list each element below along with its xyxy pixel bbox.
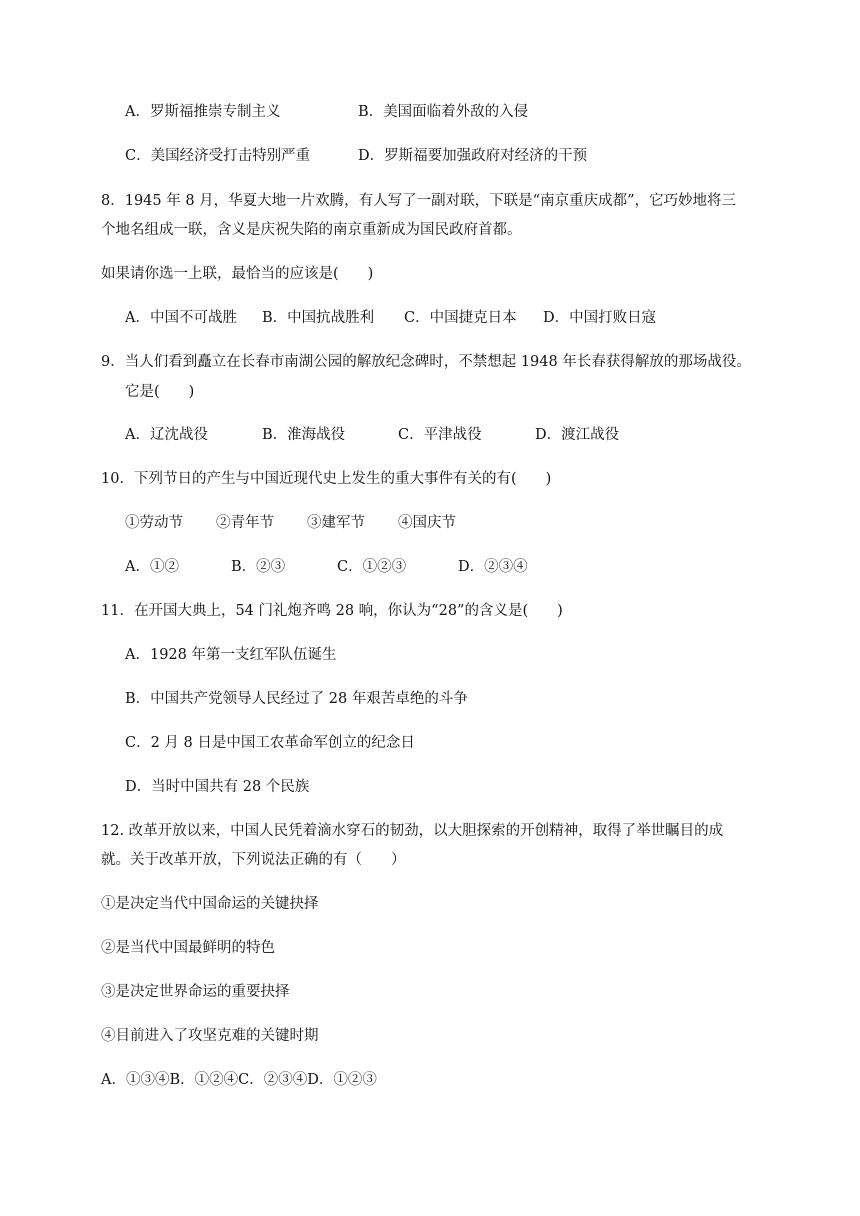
q12-options: A．①③④B．①②④C．②③④D．①②③ <box>101 1072 377 1088</box>
q12-stem-line1: 12. 改革开放以来，中国人民凭着滴水穿石的韧劲，以大胆探索的开创精神，取得了举世瞩目的成 <box>101 823 724 839</box>
q12-statement-1: ①是决定当代中国命运的关键抉择 <box>101 896 319 912</box>
q10-option-d: D．②③④ <box>458 559 528 575</box>
q9-stem-line1: 9．当人们看到矗立在长春市南湖公园的解放纪念碑时，不禁想起 1948 年长春获得解放的那场战役。 <box>101 354 751 370</box>
q11-option-a: A．1928 年第一支红军队伍诞生 <box>125 647 337 663</box>
q8-stem-line2: 个地名组成一联，含义是庆祝失陷的南京重新成为国民政府首都。 <box>101 222 522 238</box>
q8-option-b: B．中国抗战胜利 <box>262 310 375 326</box>
q12-statement-2: ②是当代中国最鲜明的特色 <box>101 940 275 956</box>
q7-option-b: B．美国面临着外敌的入侵 <box>358 104 529 120</box>
q9-stem-line2: 它是( ) <box>125 384 195 400</box>
q10-option-c: C．①②③ <box>337 559 407 575</box>
q10-option-a: A．①② <box>125 559 179 575</box>
q7-option-a: A．罗斯福推崇专制主义 <box>125 104 281 120</box>
q7-option-c: C．美国经济受打击特别严重 <box>125 148 311 164</box>
q10-item-4: ④国庆节 <box>398 515 456 531</box>
q10-item-2: ②青年节 <box>216 515 274 531</box>
q12-statement-4: ④目前进入了攻坚克难的关键时期 <box>101 1028 319 1044</box>
q8-stem-line1: 8．1945 年 8 月，华夏大地一片欢腾，有人写了一副对联，下联是“南京重庆成都”，它巧妙地将三 <box>101 193 737 209</box>
q10-stem: 10．下列节日的产生与中国近现代史上发生的重大事件有关的有( ) <box>101 471 552 487</box>
q7-option-d: D．罗斯福要加强政府对经济的干预 <box>358 148 588 164</box>
q9-option-a: A．辽沈战役 <box>125 427 208 443</box>
q11-stem: 11．在开国大典上，54 门礼炮齐鸣 28 响，你认为“28”的含义是( ) <box>101 603 563 619</box>
q8-option-d: D．中国打败日寇 <box>543 310 657 326</box>
q8-question: 如果请你选一上联，最恰当的应该是( ) <box>101 266 374 282</box>
q12-stem-line2: 就。关于改革开放，下列说法正确的有（ ） <box>101 852 406 868</box>
q12-statement-3: ③是决定世界命运的重要抉择 <box>101 984 290 1000</box>
q10-item-1: ①劳动节 <box>125 515 183 531</box>
q8-option-c: C．中国捷克日本 <box>404 310 517 326</box>
q9-option-b: B．淮海战役 <box>262 427 346 443</box>
q9-option-c: C．平津战役 <box>398 427 482 443</box>
q11-option-b: B．中国共产党领导人民经过了 28 年艰苦卓绝的斗争 <box>125 691 468 707</box>
q10-item-3: ③建军节 <box>307 515 365 531</box>
q8-option-a: A．中国不可战胜 <box>125 310 237 326</box>
q10-option-b: B．②③ <box>231 559 286 575</box>
q11-option-d: D．当时中国共有 28 个民族 <box>125 779 310 795</box>
q9-option-d: D．渡江战役 <box>535 427 620 443</box>
q11-option-c: C．2 月 8 日是中国工农革命军创立的纪念日 <box>125 735 415 751</box>
